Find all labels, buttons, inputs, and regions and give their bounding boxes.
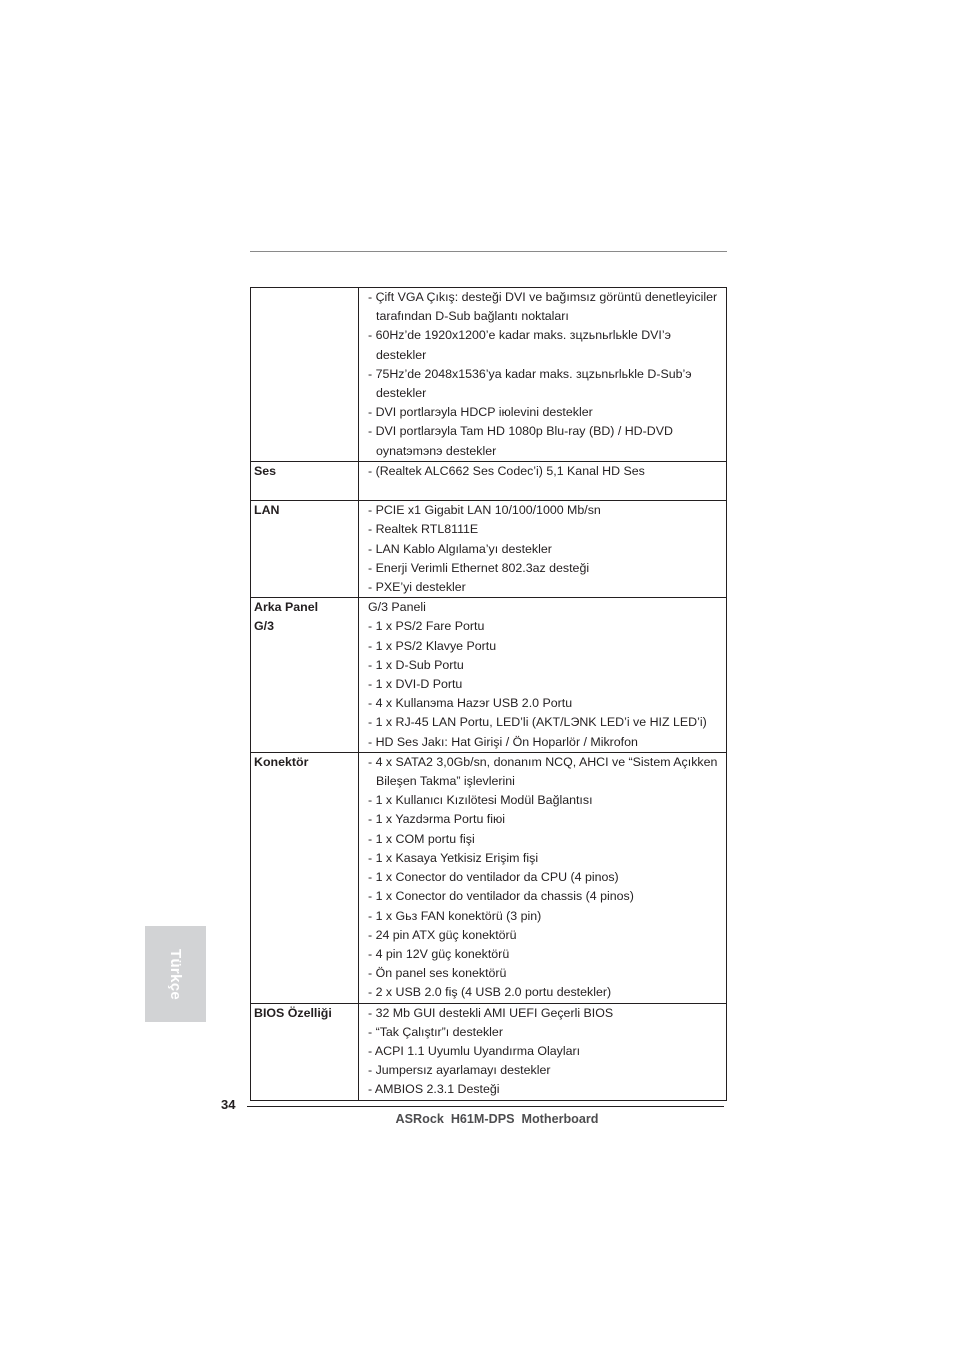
spec-label: Arka Panel: [254, 600, 319, 615]
spec-label: Ses: [254, 463, 277, 478]
spec-label-cell: [251, 501, 359, 598]
spec-value-cell: [359, 288, 727, 462]
language-tab: [145, 926, 206, 1022]
spec-label: BIOS Özelliği: [254, 1005, 332, 1020]
spec-line: - AMBIOS 2.3.1 Desteği: [368, 1082, 500, 1097]
spec-value-cell: [359, 598, 727, 753]
spec-row: [251, 501, 727, 598]
spec-row: [251, 1003, 727, 1100]
spec-line: - 32 Mb GUI destekli AMI UEFI Geçerli BIOS: [368, 1005, 614, 1020]
spec-line: - Jumpersız ayarlamayı destekler: [368, 1063, 551, 1078]
spec-line: - 1 x Yazdэrma Portu fiюi: [368, 812, 506, 827]
spec-line: - DVI portlarэyla Tam HD 1080p Blu-ray (BD) / HD-DVD: [368, 424, 673, 439]
spec-label: [254, 307, 358, 326]
spec-line: - 4 pin 12V güç konektörü: [368, 946, 510, 961]
spec-line: - 1 x COM portu fişi: [368, 831, 475, 846]
spec-table: [250, 287, 727, 1101]
spec-line: - 75Hz’de 2048x1536’ya kadar maks. зцzьnьrlьkle D-Sub’э: [368, 366, 692, 381]
spec-line: - LAN Kablo Algılama’yı destekler: [368, 541, 552, 556]
spec-line: - ACPI 1.1 Uyumlu Uyandırma Olayları: [368, 1043, 581, 1058]
spec-label: [254, 772, 358, 791]
spec-line: oynatэmэnэ destekler: [376, 443, 497, 458]
spec-label-cell: [251, 288, 359, 462]
spec-line: - 1 x Kasaya Yetkisiz Erişim fişi: [368, 850, 539, 865]
footer-divider: [247, 1106, 724, 1107]
spec-line: - 1 x Conector do ventilador da CPU (4 pinos): [368, 870, 619, 885]
spec-line: - 4 x Kullanэma Hazэr USB 2.0 Portu: [368, 696, 573, 711]
spec-value-cell: [359, 1003, 727, 1100]
spec-line: - 1 x Kullanıcı Kızılötesi Modül Bağlantısı: [368, 793, 593, 808]
spec-value-cell: [359, 501, 727, 598]
spec-line: - Realtek RTL8111E: [368, 522, 479, 537]
spec-label-cell: [251, 598, 359, 753]
top-divider: [250, 251, 727, 252]
spec-label: [254, 288, 358, 307]
spec-line: destekler: [376, 347, 427, 362]
footer-title: ASRock H61M-DPS Motherboard: [395, 1112, 599, 1126]
spec-line: - (Realtek ALC662 Ses Codec’i) 5,1 Kanal HD Ses: [368, 463, 645, 478]
spec-label-cell: [251, 1003, 359, 1100]
spec-line: - DVI portlarэyla HDCP iюlevini destekler: [368, 405, 593, 420]
spec-line: - 2 x USB 2.0 fiş (4 USB 2.0 portu destekler): [368, 985, 612, 1000]
spec-value-cell: [359, 461, 727, 500]
spec-row: [251, 752, 727, 1003]
spec-line: - Çift VGA Çıkış: desteği DVI ve bağımsız görüntü denetleyiciler: [368, 290, 718, 304]
spec-line: - 1 x RJ-45 LAN Portu, LED’li (AKT/LЭNK LED’i ve HIZ LED’i): [368, 715, 707, 730]
spec-label-cell: [251, 461, 359, 500]
spec-line: - 1 x Conector do ventilador da chassis (4 pinos): [368, 889, 634, 904]
spec-value-cell: [359, 752, 727, 1003]
spec-line: - 1 x PS/2 Klavye Portu: [368, 638, 497, 653]
spec-line: G/3 Paneli: [368, 600, 426, 615]
spec-row: [251, 598, 727, 753]
spec-line: tarafından D-Sub bağlantı noktaları: [376, 309, 569, 324]
spec-line: destekler: [376, 386, 427, 401]
spec-label: G/3: [254, 619, 274, 634]
spec-label: [254, 520, 358, 539]
spec-line: - Enerji Verimli Ethernet 802.3az desteği: [368, 560, 590, 575]
spec-line: - 1 x DVI-D Portu: [368, 677, 463, 692]
spec-line: - PCIE x1 Gigabit LAN 10/100/1000 Mb/sn: [368, 503, 601, 518]
spec-line: - HD Ses Jakı: Hat Girişi / Ön Hoparlör / Mikrofon: [368, 734, 638, 749]
spec-row: [251, 461, 727, 500]
spec-line: - “Tak Çalıştır”ı destekler: [368, 1024, 503, 1039]
spec-label: [254, 1023, 358, 1042]
spec-line: - PXE’yi destekler: [368, 580, 466, 595]
page-number: 34: [221, 1097, 236, 1112]
spec-label: Konektör: [254, 754, 309, 769]
spec-label: LAN: [254, 503, 280, 518]
spec-line: - 1 x D-Sub Portu: [368, 657, 464, 672]
spec-line: - Ön panel ses konektörü: [368, 966, 507, 981]
spec-line: - 1 x Gьз FAN konektörü (3 pin): [368, 908, 542, 923]
spec-line: - 60Hz’de 1920x1200’e kadar maks. зцzьnьrlьkle DVI’э: [368, 328, 671, 343]
spec-line: - 4 x SATA2 3,0Gb/sn, donanım NCQ, AHCI ve “Sistem Açıkken: [368, 754, 718, 769]
spec-label-cell: [251, 752, 359, 1003]
spec-line: Bileşen Takma” işlevlerini: [376, 774, 515, 789]
spec-label: [254, 481, 358, 500]
spec-table-body: [251, 288, 727, 1101]
spec-line: - 24 pin ATX güç konektörü: [368, 927, 517, 942]
spec-line: - 1 x PS/2 Fare Portu: [368, 619, 485, 634]
language-label: Türkçe: [167, 948, 184, 1000]
spec-row: [251, 288, 727, 462]
